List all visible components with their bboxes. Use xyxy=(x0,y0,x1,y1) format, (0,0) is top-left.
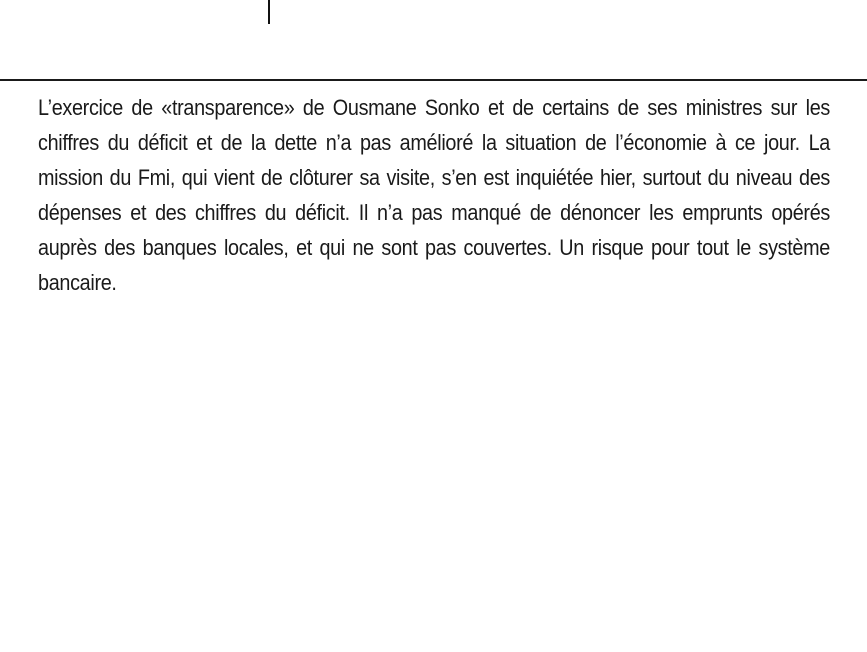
article-lead-paragraph: L’exercice de «transparence» de Ousmane Sonko et de certains de ses ministres sur les chiffres du déficit et de la dette n’a pas amélioré la situation de l’économie à ce jour. La mission du Fmi, qui vient de clôturer sa visite, s’en est inquiétée hier, surtout du niveau des dépenses et des chiffres du déficit. Il n’a pas manqué de dénoncer les emprunts opérés auprès des banques locales, et qui ne sont pas couvertes. Un risque pour tout le système bancaire. xyxy=(38,95,830,295)
section-divider xyxy=(0,79,867,81)
column-divider xyxy=(268,0,270,24)
